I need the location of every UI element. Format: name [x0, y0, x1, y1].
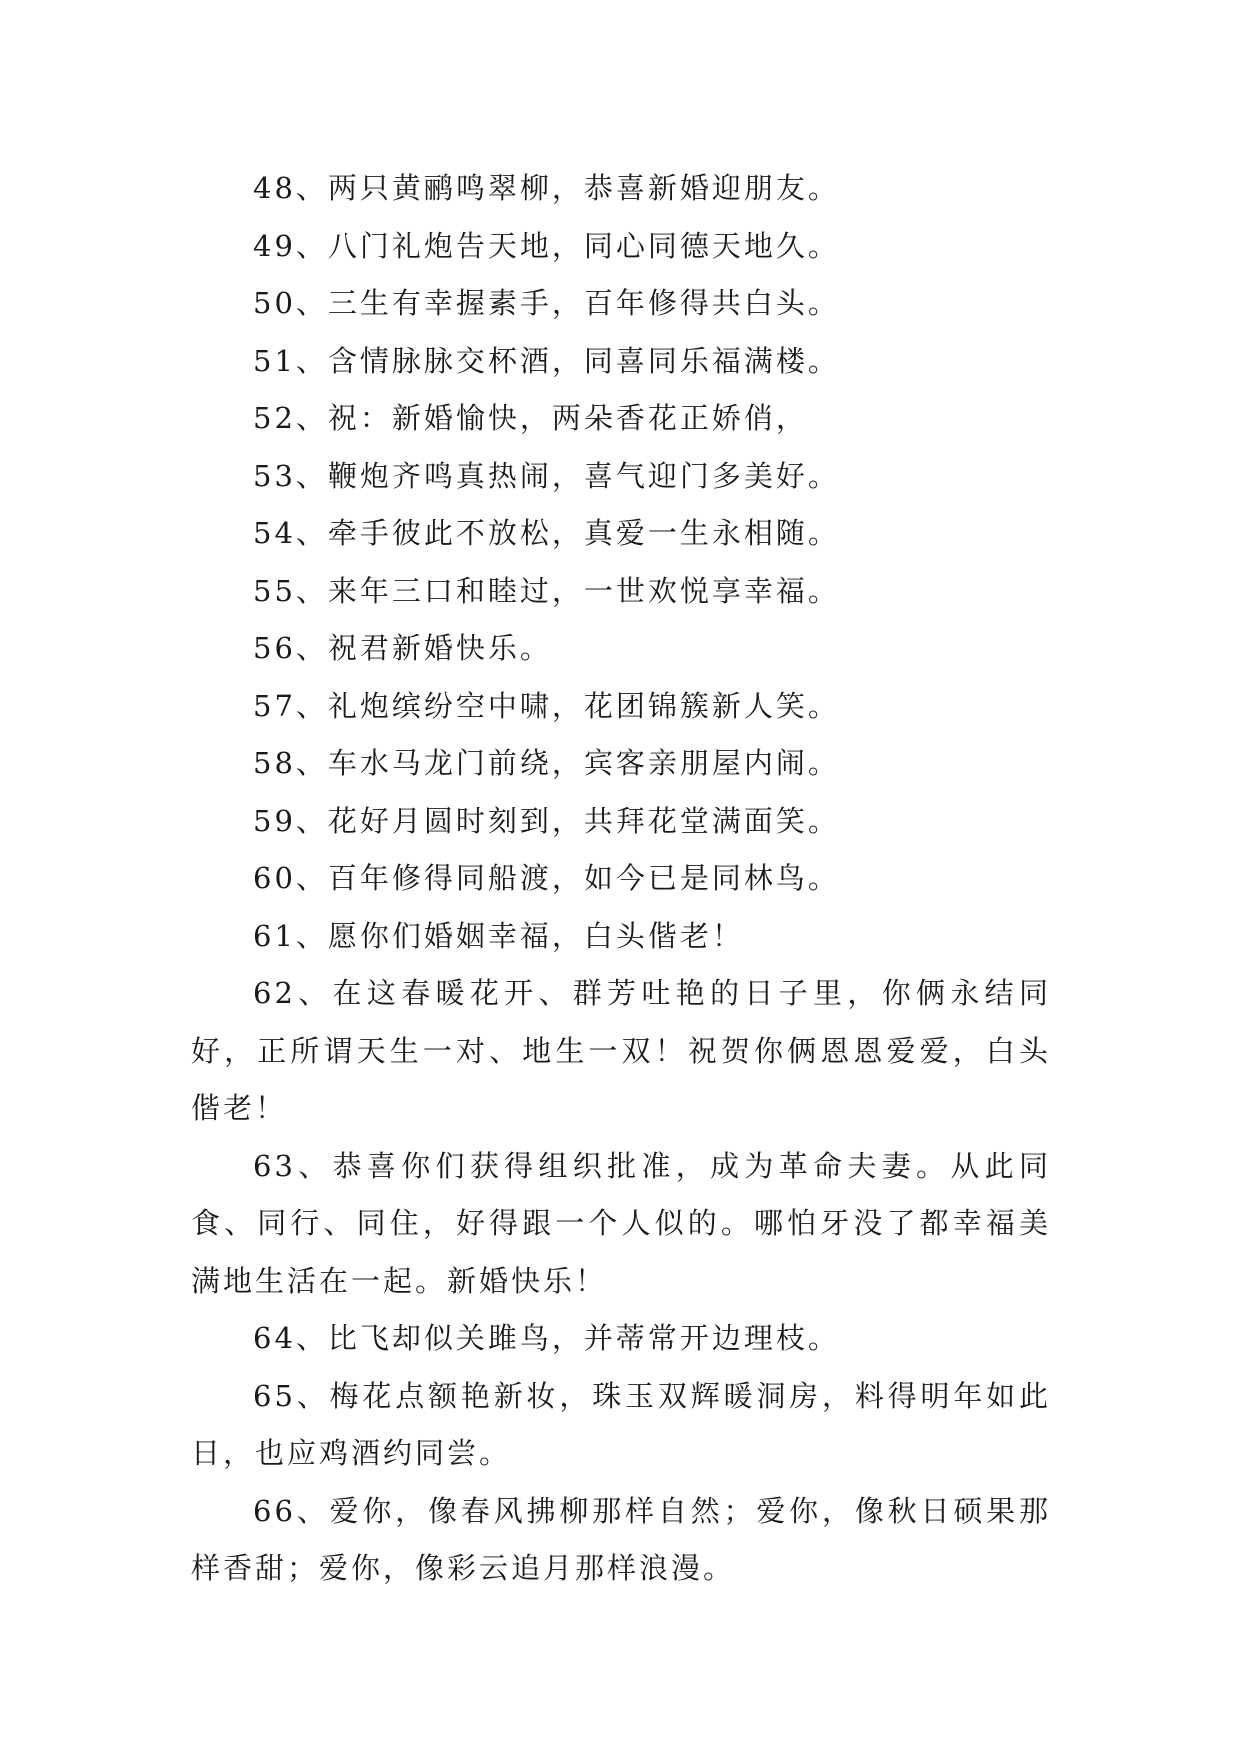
- paragraph-65: 65、梅花点额艳新妆，珠玉双辉暖洞房，料得明年如此日，也应鸡酒约同尝。: [191, 1378, 1051, 1470]
- paragraph-50: 50、三生有幸握素手，百年修得共白头。: [253, 286, 840, 320]
- paragraph-60: 60、百年修得同船渡，如今已是同林鸟。: [253, 861, 840, 895]
- paragraph-57: 57、礼炮缤纷空中啸，花团锦簇新人笑。: [253, 688, 840, 723]
- paragraph-64: 64、比飞却似关雎鸟，并蒂常开边理枝。: [253, 1321, 840, 1355]
- paragraph-62: 62、在这春暖花开、群芳吐艳的日子里，你俩永结同好，正所谓天生一对、地生一双！祝贺你俩恩恩爱爱，白头偕老！: [191, 976, 1051, 1125]
- paragraph-56: 56、祝君新婚快乐。: [253, 631, 552, 665]
- paragraph-59: 59、花好月圆时刻到，共拜花堂满面笑。: [253, 803, 840, 838]
- paragraph-66: 66、爱你，像春风拂柳那样自然；爱你，像秋日硕果那样香甜；爱你，像彩云追月那样浪漫。: [191, 1493, 1051, 1585]
- paragraph-53: 53、鞭炮齐鸣真热闹，喜气迎门多美好。: [253, 458, 840, 493]
- paragraph-63: 63、恭喜你们获得组织批准，成为革命夫妻。从此同食、同行、同住，好得跟一个人似的。哪怕牙没了都幸福美满地生活在一起。新婚快乐！: [191, 1148, 1051, 1298]
- paragraph-51: 51、含情脉脉交杯酒，同喜同乐福满楼。: [253, 343, 840, 378]
- paragraph-52: 52、祝：新婚愉快，两朵香花正娇俏，: [253, 401, 808, 435]
- paragraph-55: 55、来年三口和睦过，一世欢悦享幸福。: [253, 573, 840, 608]
- paragraph-48: 48、两只黄鹂鸣翠柳，恭喜新婚迎朋友。: [253, 171, 840, 205]
- paragraph-54: 54、牵手彼此不放松，真爱一生永相随。: [253, 516, 840, 550]
- paragraph-58: 58、车水马龙门前绕，宾客亲朋屋内闹。: [253, 746, 840, 780]
- paragraph-61: 61、愿你们婚姻幸福，白头偕老！: [253, 918, 744, 953]
- document-page: [191, 160, 1051, 1598]
- paragraph-49: 49、八门礼炮告天地，同心同德天地久。: [253, 228, 840, 263]
